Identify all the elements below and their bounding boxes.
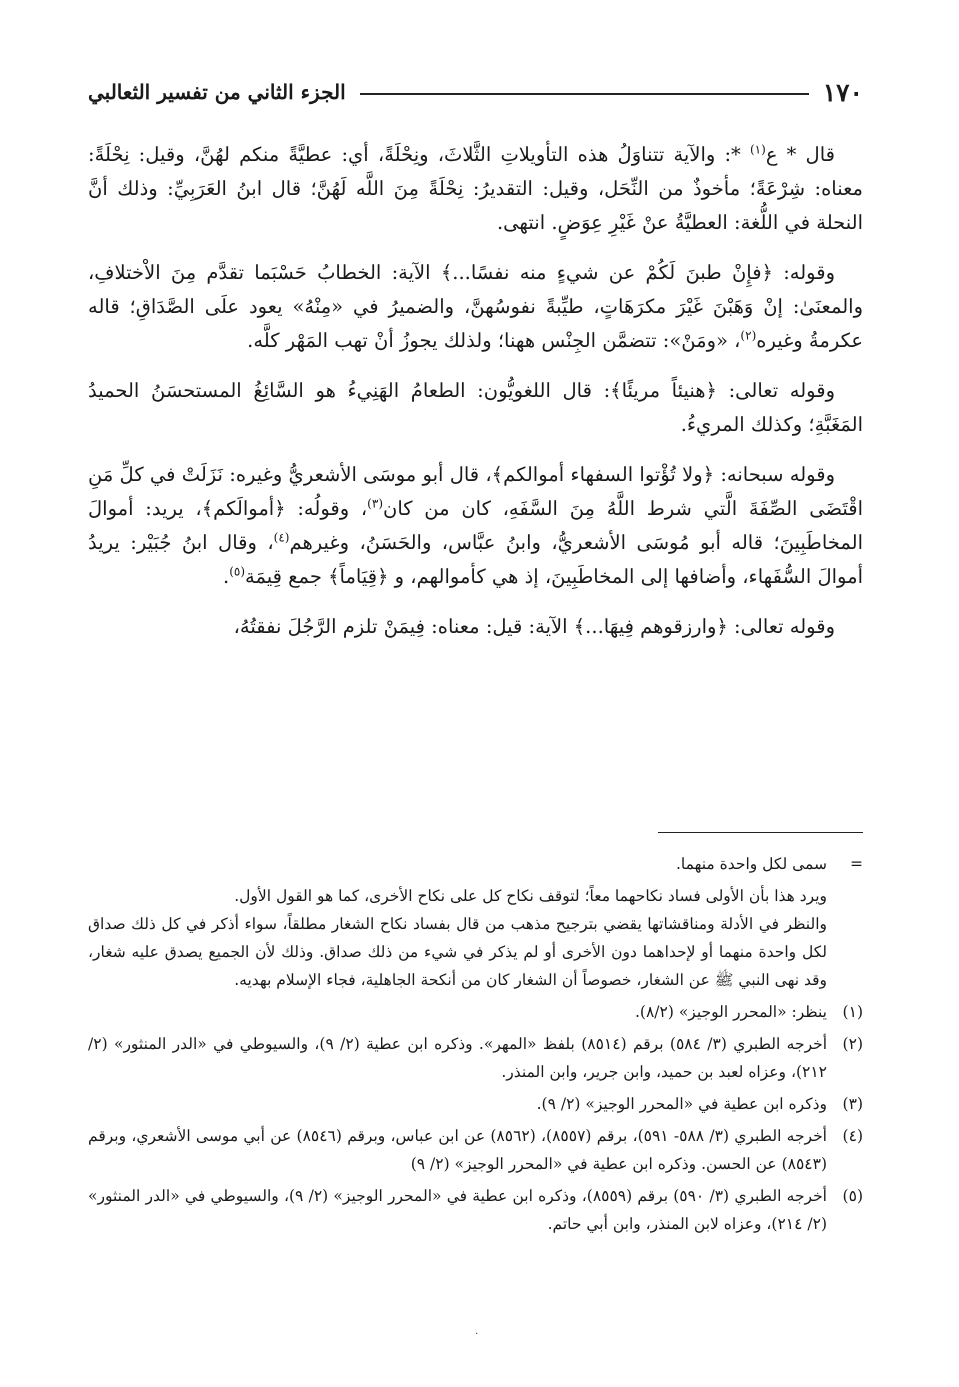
footnote-ref: (٥)	[229, 564, 246, 579]
footnote-ref: (١)	[749, 142, 766, 157]
footnote-ref: (٢)	[740, 328, 757, 343]
footnote-item	[88, 1030, 863, 1086]
footnote-text: أخرجه الطبري (٣/ ٥٨٨- ٥٩١)، برقم (٨٥٥٧)، (٨٥٦٢) عن ابن عباس، وبرقم (٨٥٤٦) عن أبي موسى الأشعري، وبرقم (٨٥٤٣) عن الحسن. وذكره ابن عطية في «المحرر الوجيز» (٢/ ٩)	[88, 1127, 827, 1173]
paragraph-text: .	[223, 565, 230, 588]
footnote-marker: (٣)	[842, 1095, 863, 1113]
footnote-item	[88, 1090, 863, 1118]
running-title: الجزء الثاني من تفسير الثعالبي	[88, 80, 346, 104]
footnote-text: ينظر: «المحرر الوجيز» (٨/٢).	[634, 1003, 827, 1021]
paragraph	[88, 374, 863, 442]
header-rule	[360, 93, 809, 95]
paragraph-text: ، وقولُه: ﴿أموالَكم﴾، يريد: أموالَ المخاطَبِينَ؛ قاله أبو مُوسَى الأشعريُّ، وابنُ عبَّاس، والحَسَنُ، وغيرهم	[88, 497, 863, 554]
paragraph-text: *: والآية تتناوَلُ هذه التأويلاتِ الثَّلاثَ، ونِحْلَةً، أي: عطيَّةً منكم لهُنَّ، وقيل: نِحْلَةً: معناه: شِرْعَةً؛ مأخوذٌ من النِّحَل، وقيل: التقديرُ: نِحْلَةً مِنَ اللَّه لَهُنَّ؛ قال ابنُ العَرَبِيِّ: وذلك أنَّ النحلة في اللُّغة: العطيَّةُ عنْ غَيْرِ عِوَضٍ. انتهى.	[88, 143, 863, 234]
footnote-item	[88, 1182, 863, 1238]
footnote-text: أخرجه الطبري (٣/ ٥٨٤) برقم (٨٥١٤) بلفظ «المهر». وذكره ابن عطية (٢/ ٩)، والسيوطي في «الدر المنثور» (٢/ ٢١٢)، وعزاه لعبد بن حميد، وابن جرير، وابن المنذر.	[88, 1035, 828, 1081]
footnote-text: والنظر في الأدلة ومناقشاتها يقضي بترجيح مذهب من قال بفساد نكاح الشغار مطلقاً، سواء أذكر في كل ذلك صداق لكل واحدة منهما أو لإحداهما دون الأخرى أو لم يذكر في شيء من ذلك صداق. وذلك لأن الجميع يصدق عليه شغار، وقد نهى النبي ﷺ عن الشغار، خصوصاً أن الشغار كان من أنكحة الجاهلية، فجاء الإسلام بهديه.	[88, 915, 827, 989]
footnote-text: سمى لكل واحدة منهما.	[675, 855, 827, 873]
paragraph-text: وقوله سبحانه: ﴿ولا تُؤْتوا السفهاء أموالكم﴾، قال أبو موسَى الأشعريُّ وغيره: نَزَلَتْ في كلِّ مَنِ اقْتَضَى الصِّفَةَ الَّتي شرط اللَّهُ مِنَ السَّفَهِ، كان من كان	[88, 463, 863, 520]
paragraph	[88, 610, 863, 644]
footnote-ref: (٤)	[273, 530, 290, 545]
paragraph-text: ، وقال ابنُ جُبَيْر: يريدُ أموالَ السُّفَهاء، وأضافها إلى المخاطَبِينَ، إذ هي كأموالهم، و ﴿قِيَاماً﴾ جمع قِيمَة	[88, 531, 863, 588]
paragraph	[88, 458, 863, 594]
paragraph-text: وقوله: ﴿فإِنْ طبنَ لَكُمْ عن شيءٍ منه نفسًا...﴾ الآية: الخطابُ حَسْبَما تقدَّم مِنَ الاْختلافِ، والمعنَىٰ: إنْ وَهَبْنَ غَيْرَ مكرَهَاتٍ، طيِّبةً نفوسُهنَّ، والضميرُ في «مِنْهُ» يعود علَى الصَّدَاقِ؛ قاله عكرمةُ وغيره	[88, 261, 863, 352]
paragraph-text: وقوله تعالى: ﴿هنيئاً مريئًا﴾: قال اللغويُّون: الطعامُ الهَنِيءُ هو السَّائِغُ المستحسَنُ الحميدُ المَغَبَّةِ؛ وكذلك المريءُ.	[88, 379, 863, 436]
page-header	[88, 72, 863, 112]
paragraph-text: قال * ع	[765, 143, 835, 166]
footnote-text: ويرد هذا بأن الأولى فساد نكاحهما معاً؛ لتوقف نكاح كل على نكاح الأخرى، كما هو القول الأول.	[234, 887, 827, 905]
paragraph	[88, 138, 863, 240]
footnote-marker: (٢)	[842, 1035, 863, 1053]
page-number: ١٧٠	[822, 77, 863, 107]
main-text	[88, 138, 863, 644]
footnote-separator	[658, 832, 863, 833]
footnote-continuation	[88, 850, 863, 878]
footnote-marker: =	[850, 855, 863, 873]
footnote-text: أخرجه الطبري (٣/ ٥٩٠) برقم (٨٥٥٩)، وذكره ابن عطية في «المحرر الوجيز» (٢/ ٩)، والسيوطي في «الدر المنثور» (٢/ ٢١٤)، وعزاه لابن المنذر، وابن أبي حاتم.	[88, 1187, 827, 1233]
paragraph-text: وقوله تعالى: ﴿وارزقوهم فِيهَا...﴾ الآية: قيل: معناه: فِيمَنْ تلزم الرَّجُلَ نفقتُهُ،	[233, 615, 835, 638]
footnote-ref: (٣)	[367, 496, 383, 511]
footnote-item	[88, 1122, 863, 1178]
footnotes	[88, 850, 863, 1242]
footnote-marker: (١)	[842, 1003, 863, 1021]
footnote-marker: (٥)	[842, 1187, 863, 1205]
footnote-item	[88, 998, 863, 1026]
paragraph	[88, 256, 863, 358]
footnote-marker: (٤)	[842, 1127, 863, 1145]
page-mark: .	[475, 1326, 479, 1337]
paragraph-text: ، «ومَنْ»: تتضمَّن الجِنْس ههنا؛ ولذلك يجوزُ أنْ تهب المَهْر كلَّه.	[247, 329, 741, 352]
footnote-text: وذكره ابن عطية في «المحرر الوجيز» (٢/ ٩).	[536, 1095, 827, 1113]
